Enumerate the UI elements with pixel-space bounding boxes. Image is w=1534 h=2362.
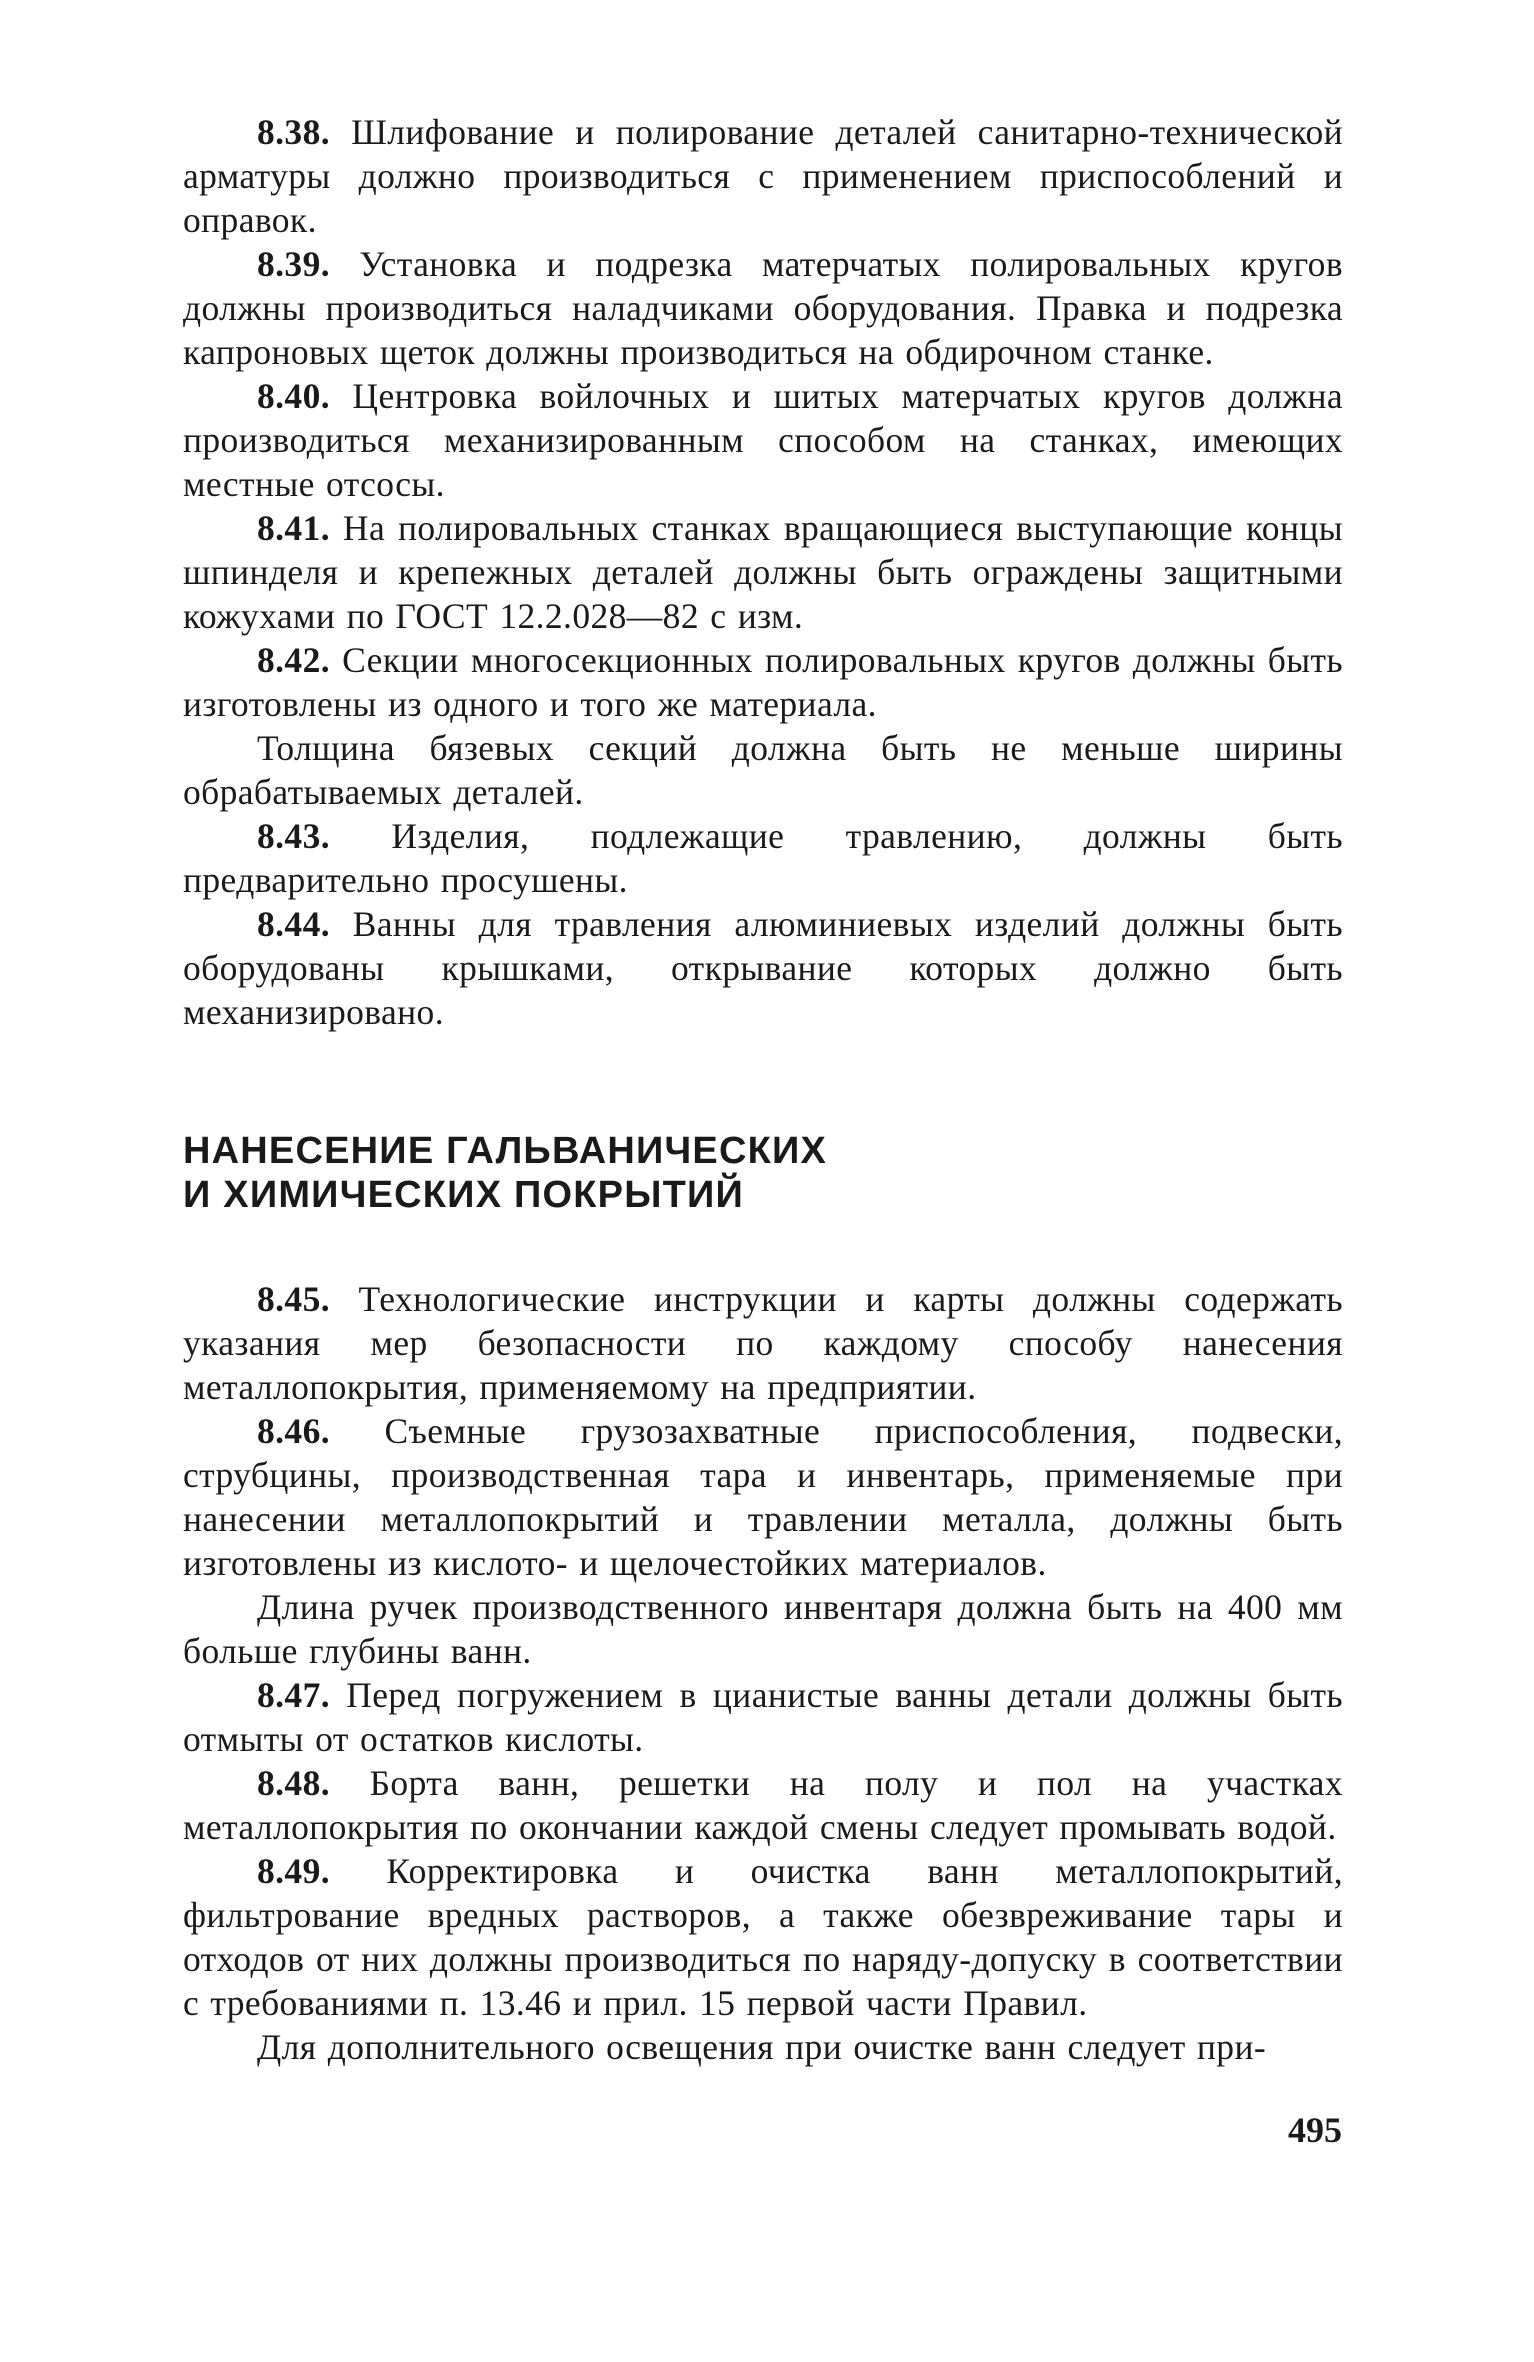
paragraph-8-43 [183, 814, 1343, 902]
paragraph-text: Перед погружением в цианистые ванны детали должны быть отмыты от остатков кислоты. [183, 1675, 1343, 1759]
paragraph-number: 8.43. [257, 816, 330, 856]
paragraph-number: 8.38. [257, 112, 330, 152]
paragraph-text: Съемные грузозахватные приспособления, подвески, струбцины, производственная тара и инвентарь, применяемые при нанесении металлопокрытий и травлении металла, должны быть изготовлены из кислото- и щелочестойких материалов. [183, 1411, 1343, 1583]
paragraph-8-42-continued [183, 726, 1343, 814]
paragraphs-bottom [183, 1277, 1343, 2069]
paragraph-number: 8.39. [257, 244, 330, 284]
paragraph-text: На полировальных станках вращающиеся выступающие концы шпинделя и крепежных деталей должны быть ограждены защитными кожухами по ГОСТ 12.2.028—82 с изм. [183, 508, 1343, 636]
paragraph-8-49 [183, 1849, 1343, 2025]
section-heading [183, 1129, 1343, 1217]
paragraph-8-49-continued [183, 2025, 1343, 2069]
paragraph-text: Длина ручек производственного инвентаря должна быть на 400 мм больше глубины ванн. [183, 1587, 1343, 1671]
page-body [183, 110, 1343, 2069]
paragraph-text: Центровка войлочных и шитых матерчатых кругов должна производиться механизированным способом на станках, имеющих местные отсосы. [183, 376, 1343, 504]
paragraph-text: Борта ванн, решетки на полу и пол на участках металлопокрытия по окончании каждой смены следует промывать водой. [183, 1763, 1343, 1847]
paragraph-text: Ванны для травления алюминиевых изделий должны быть оборудованы крышками, открывание которых должно быть механизировано. [183, 904, 1343, 1032]
paragraph-8-44 [183, 902, 1343, 1034]
paragraph-text: Шлифование и полирование деталей санитарно-технической арматуры должно производиться с применением приспособлений и оправок. [183, 112, 1343, 240]
paragraph-8-40 [183, 374, 1343, 506]
paragraph-8-47 [183, 1673, 1343, 1761]
paragraphs-top [183, 110, 1343, 1034]
section-heading-line-2: И ХИМИЧЕСКИХ ПОКРЫТИЙ [183, 1174, 745, 1216]
paragraph-text: Секции многосекционных полировальных кругов должны быть изготовлены из одного и того же материала. [183, 640, 1343, 724]
paragraph-text: Для дополнительного освещения при очистке ванн следует при- [257, 2027, 1267, 2067]
paragraph-text: Установка и подрезка матерчатых полировальных кругов должны производиться наладчиками оборудования. Правка и подрезка капроновых щеток должны производиться на обдирочном станке. [183, 244, 1343, 372]
paragraph-8-39 [183, 242, 1343, 374]
paragraph-8-42 [183, 638, 1343, 726]
paragraph-text: Технологические инструкции и карты должны содержать указания мер безопасности по каждому способу нанесения металлопокрытия, применяемому на предприятии. [183, 1279, 1343, 1407]
paragraph-8-45 [183, 1277, 1343, 1409]
paragraph-8-41 [183, 506, 1343, 638]
paragraph-8-48 [183, 1761, 1343, 1849]
paragraph-number: 8.46. [257, 1411, 330, 1451]
page-number: 495 [1288, 2110, 1342, 2150]
paragraph-number: 8.49. [257, 1851, 330, 1891]
paragraph-8-38 [183, 110, 1343, 242]
paragraph-number: 8.40. [257, 376, 330, 416]
paragraph-number: 8.47. [257, 1675, 330, 1715]
paragraph-number: 8.45. [257, 1279, 330, 1319]
paragraph-number: 8.42. [257, 640, 330, 680]
paragraph-number: 8.44. [257, 904, 330, 944]
paragraph-number: 8.41. [257, 508, 330, 548]
paragraph-text: Корректировка и очистка ванн металлопокрытий, фильтрование вредных растворов, а также обезвреживание тары и отходов от них должны производиться по наряду-допуску в соответствии с требованиями п. 13.46 и прил. 15 первой части Правил. [183, 1851, 1343, 2023]
paragraph-number: 8.48. [257, 1763, 330, 1803]
paragraph-8-46 [183, 1409, 1343, 1585]
paragraph-text: Толщина бязевых секций должна быть не меньше ширины обрабатываемых деталей. [183, 728, 1343, 812]
paragraph-8-46-continued [183, 1585, 1343, 1673]
section-heading-line-1: НАНЕСЕНИЕ ГАЛЬВАНИЧЕСКИХ [183, 1130, 828, 1172]
paragraph-text: Изделия, подлежащие травлению, должны быть предварительно просушены. [183, 816, 1343, 900]
